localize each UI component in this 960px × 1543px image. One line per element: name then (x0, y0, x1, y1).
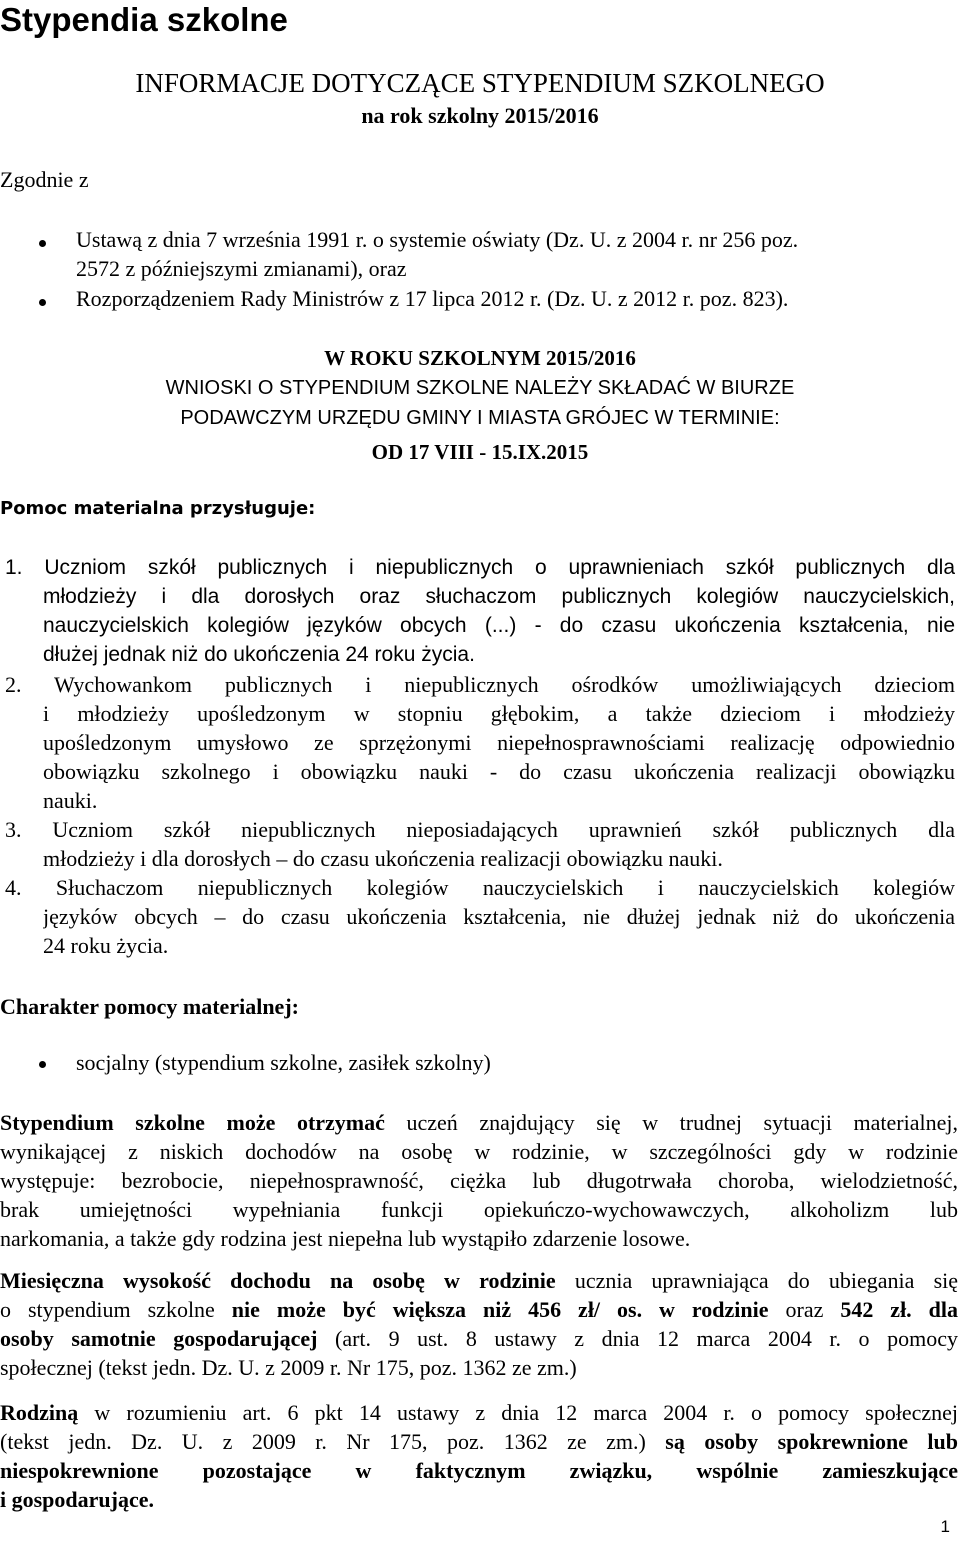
para1-line (0, 1108, 958, 1137)
para3-line: niespokrewnione pozostające w faktycznym związku, wspólnie zamieszkujące (0, 1458, 958, 1483)
page-title: Stypendia szkolne (0, 1, 288, 38)
para3-line: i gospodarujące. (0, 1487, 154, 1512)
para2-text: ucznia uprawniająca do ubiegania się (555, 1268, 958, 1293)
para3-line (0, 1398, 958, 1427)
para2-single-limit: 542 zł. dla (840, 1297, 958, 1322)
eligibility-item-1-line: 1. Uczniom szkół publicznych i niepublicznych o uprawnieniach szkół publicznych dla (5, 556, 955, 579)
bullet-icon (39, 1061, 46, 1068)
eligibility-item-2-line: 2. Wychowankom publicznych i niepublicznych ośrodków umożliwiających dzieciom (5, 672, 955, 697)
para3-line (0, 1427, 958, 1456)
para2-text: (art. 9 ust. 8 ustawy z dnia 12 marca 2004 r. o pomocy (317, 1326, 958, 1351)
eligibility-item-2-line: i młodzieży upośledzonym w stopniu głębokim, a także dzieciom i młodzieży (43, 701, 955, 726)
notice-line-2: WNIOSKI O STYPENDIUM SZKOLNE NALEŻY SKŁADAĆ W BIURZE (165, 377, 795, 399)
para3-text: w rozumieniu art. 6 pkt 14 ustawy z dnia 12 marca 2004 r. o pomocy społecznej (78, 1400, 958, 1425)
para1-lead: Stypendium szkolne może otrzymać (0, 1110, 385, 1135)
page-number: 1 (940, 1517, 950, 1536)
para2-line (0, 1295, 958, 1324)
para1-line: wynikającej z niskich dochodów na osobę w rodzinie, w szczególności gdy w rodzinie (0, 1139, 958, 1164)
para1-line: narkomania, a także gdy rodzina jest niepełna lub wystąpiło zdarzenie losowe. (0, 1226, 691, 1251)
legal-bullet-2: Rozporządzeniem Rady Ministrów z 17 lipca 2012 r. (Dz. U. z 2012 r. poz. 823). (76, 286, 789, 311)
notice-line-1: W ROKU SZKOLNYM 2015/2016 (324, 346, 636, 370)
para3-text: (tekst jedn. Dz. U. z 2009 r. Nr 175, poz. 1362 ze zm.) (0, 1429, 666, 1454)
eligibility-item-1-line: młodzieży i dla dorosłych oraz słuchaczom publicznych kolegiów nauczycielskich, (43, 585, 955, 608)
eligibility-item-1-line: dłużej jednak niż do ukończenia 24 roku życia. (43, 643, 475, 666)
bullet-icon (39, 299, 46, 306)
para2-bold: osoby samotnie gospodarującej (0, 1326, 318, 1351)
charakter-bullet: socjalny (stypendium szkolne, zasiłek szkolny) (76, 1050, 491, 1075)
para2-line (0, 1266, 958, 1295)
legal-bullet-1-line1: Ustawą z dnia 7 września 1991 r. o systemie oświaty (Dz. U. z 2004 r. nr 256 poz. (76, 227, 799, 252)
eligibility-item-3-line: 3. Uczniom szkół niepublicznych nieposiadających uprawnień szkół publicznych dla (5, 817, 955, 842)
eligibility-item-4-line: 4. Słuchaczom niepublicznych kolegiów nauczycielskich i nauczycielskich kolegiów (5, 875, 955, 900)
info-heading: INFORMACJE DOTYCZĄCE STYPENDIUM SZKOLNEGO (135, 68, 825, 98)
para1-text: uczeń znajdujący się w trudnej sytuacji materialnej, (384, 1110, 958, 1135)
para3-bold: Rodziną (0, 1400, 79, 1425)
bullet-icon (39, 240, 46, 247)
eligibility-item-3-line: młodzieży i dla dorosłych – do czasu ukończenia realizacji obowiązku nauki. (43, 846, 723, 871)
eligibility-item-4-line: języków obcych – do czasu ukończenia kształcenia, nie dłużej jednak niż do ukończenia (43, 904, 955, 929)
para2-bold: Miesięczna wysokość dochodu na osobę w rodzinie (0, 1268, 556, 1293)
eligibility-item-4-line: 24 roku życia. (43, 933, 169, 958)
notice-line-3: PODAWCZYM URZĘDU GMINY I MIASTA GRÓJEC W TERMINIE: (180, 407, 780, 429)
para2-income-limit: nie może być większa niż 456 zł/ os. w rodzinie (231, 1297, 769, 1322)
info-subheading: na rok szkolny 2015/2016 (361, 103, 599, 128)
para2-text: o stypendium szkolne (0, 1297, 232, 1322)
notice-line-4: OD 17 VIII - 15.IX.2015 (371, 440, 589, 464)
eligibility-item-2-line: nauki. (43, 788, 98, 813)
intro-label: Zgodnie z (0, 167, 89, 192)
para1-line: brak umiejętności wypełniania funkcji opiekuńczo-wychowawczych, alkoholizm lub (0, 1197, 958, 1222)
para2-text: oraz (768, 1297, 841, 1322)
para3-bold: są osoby spokrewnione lub (665, 1429, 958, 1454)
para1-line: występuje: bezrobocie, niepełnosprawność, ciężka lub długotrwała choroba, wielodzietność, (0, 1168, 958, 1193)
eligibility-item-2-line: obowiązku szkolnego i obowiązku nauki - do czasu ukończenia realizacji obowiązku (43, 759, 955, 784)
eligibility-item-2-line: upośledzonym umysłowo ze sprzężonymi niepełnosprawnościami realizację odpowiednio (43, 730, 955, 755)
para2-line (0, 1324, 958, 1353)
charakter-heading: Charakter pomocy materialnej: (0, 994, 299, 1019)
eligibility-heading: Pomoc materialna przysługuje: (0, 498, 316, 519)
legal-bullet-1-line2: 2572 z późniejszymi zmianami), oraz (76, 256, 407, 281)
eligibility-item-1-line: nauczycielskich kolegiów języków obcych (...) - do czasu ukończenia kształcenia, nie (43, 614, 955, 637)
para2-line: społecznej (tekst jedn. Dz. U. z 2009 r. Nr 175, poz. 1362 ze zm.) (0, 1355, 577, 1380)
